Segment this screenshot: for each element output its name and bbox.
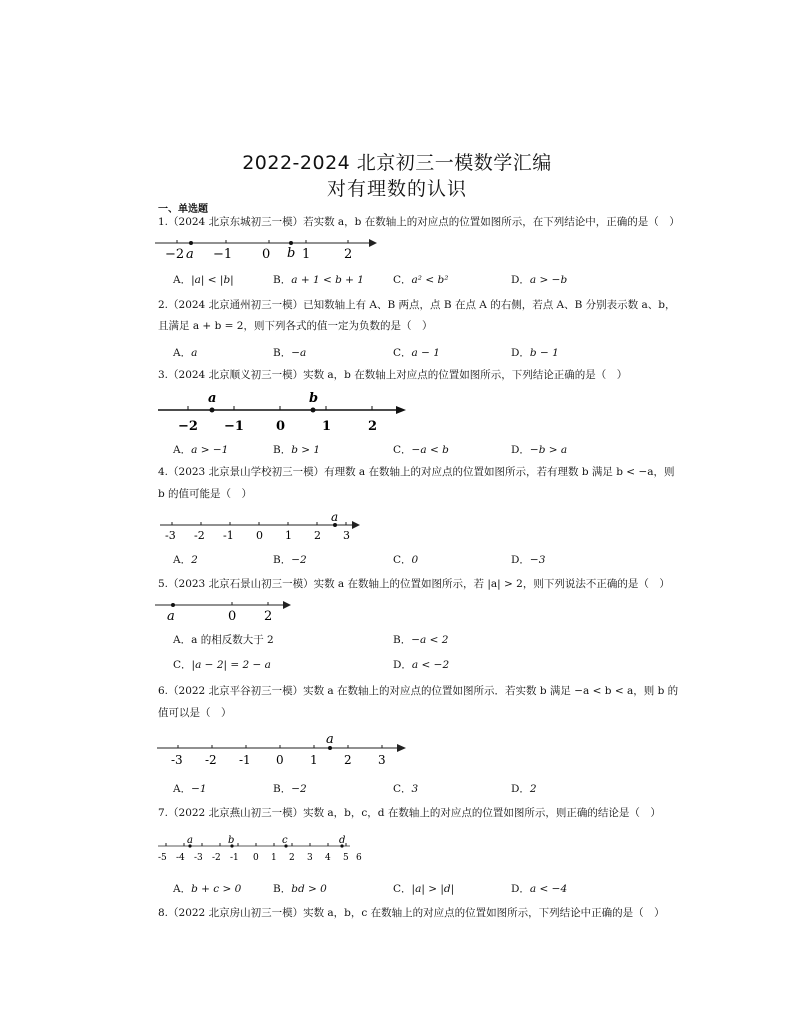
- tick-label: −2: [178, 419, 198, 434]
- point-label-a: a: [326, 732, 334, 747]
- tick-label: -3: [171, 753, 183, 767]
- q3-option-d: D．−b > a: [511, 444, 568, 456]
- tick-label: 2: [344, 247, 353, 262]
- point-label-c: c: [282, 835, 288, 846]
- tick-label: -4: [176, 853, 185, 863]
- tick-label: 0: [228, 609, 237, 624]
- section-heading: 一、单选题: [158, 204, 208, 215]
- tick-label: 1: [285, 529, 292, 542]
- tick-label: -2: [212, 853, 221, 863]
- question-8-stem: 8.（2022 北京房山初三一模）实数 a，b，c 在数轴上的对应点的位置如图所示，下列结论中正确的是（ ）: [158, 907, 665, 919]
- q2-option-d: D．b − 1: [511, 347, 559, 359]
- q3-option-b: B．b > 1: [273, 444, 321, 456]
- tick-label: 3: [378, 753, 386, 767]
- tick-label: -2: [205, 753, 217, 767]
- q1-option-c: C．a² < b²: [393, 274, 449, 286]
- tick-label: 2: [368, 419, 378, 434]
- point-label-d: d: [339, 835, 346, 846]
- question-6-stem-line2: 值可以是（ ）: [158, 707, 232, 719]
- tick-label: 5: [343, 853, 349, 863]
- tick-label: 3: [307, 853, 313, 863]
- question-6-number-line: [157, 732, 417, 768]
- q1-option-a: A．|a| < |b|: [173, 274, 234, 286]
- q2-option-c: C．a − 1: [393, 347, 440, 359]
- tick-label: 4: [325, 853, 331, 863]
- tick-label: 2: [264, 609, 273, 624]
- tick-label: 2: [344, 753, 352, 767]
- tick-label: -1: [239, 753, 251, 767]
- tick-label: 0: [276, 753, 284, 767]
- question-7-number-line: [158, 834, 368, 864]
- point-label-b: b: [287, 246, 296, 261]
- tick-label: 1: [271, 853, 277, 863]
- q5-option-c: C．|a − 2| = 2 − a: [173, 659, 271, 671]
- question-6-stem-line1: 6.（2022 北京平谷初三一模）实数 a 在数轴上的对应点的位置如图所示．若实数 b 满足 −a < b < a，则 b 的: [158, 685, 679, 697]
- tick-label: 1: [310, 753, 318, 767]
- tick-label: 6: [356, 853, 362, 863]
- question-2-stem-line2: 且满足 a + b = 2，则下列各式的值一定为负数的是（ ）: [158, 320, 433, 332]
- question-4-stem-line2: b 的值可能是（ ）: [158, 488, 253, 500]
- tick-label: -1: [230, 853, 239, 863]
- question-5-number-line: [155, 598, 305, 624]
- point-label-b: b: [228, 835, 235, 846]
- point-label-a: a: [167, 609, 175, 624]
- question-1-number-line: [155, 236, 395, 262]
- q1-option-b: B．a + 1 < b + 1: [273, 274, 364, 286]
- tick-label: −2: [165, 247, 185, 262]
- tick-label: 3: [343, 529, 350, 542]
- tick-label: 0: [256, 529, 263, 542]
- question-3-stem: 3.（2024 北京顺义初三一模）实数 a，b 在数轴上对应点的位置如图所示，下列结论正确的是（ ）: [158, 369, 628, 381]
- tick-label: -3: [194, 853, 203, 863]
- q6-option-d: D．2: [511, 783, 537, 795]
- q5-option-d: D．a < −2: [393, 659, 450, 671]
- point-label-a: a: [331, 510, 339, 524]
- q3-option-c: C．−a < b: [393, 444, 449, 456]
- question-4-number-line: [160, 511, 370, 545]
- q7-option-a: A．b + c > 0: [173, 883, 242, 895]
- tick-label: 0: [276, 419, 286, 434]
- q7-option-b: B．bd > 0: [273, 883, 327, 895]
- tick-label: 1: [322, 419, 332, 434]
- tick-label: 2: [289, 853, 295, 863]
- tick-label: −1: [224, 419, 244, 434]
- tick-label: −1: [213, 247, 233, 262]
- question-5-stem: 5.（2023 北京石景山初三一模）实数 a 在数轴上的位置如图所示，若 |a| > 2，则下列说法不正确的是（ ）: [158, 578, 670, 590]
- tick-label: -2: [194, 529, 205, 542]
- question-1-stem: 1.（2024 北京东城初三一模）若实数 a，b 在数轴上的对应点的位置如图所示，在下列结论中，正确的是（ ）: [158, 216, 680, 228]
- q1-option-d: D．a > −b: [511, 274, 568, 286]
- q4-option-b: B．−2: [273, 554, 307, 566]
- q4-option-c: C．0: [393, 554, 419, 566]
- question-3-number-line: [158, 390, 418, 434]
- q2-option-a: A．a: [173, 347, 198, 359]
- document-title: 2022-2024 北京初三一模数学汇编: [242, 152, 552, 174]
- tick-label: -5: [158, 853, 167, 863]
- q7-option-c: C．|a| > |d|: [393, 883, 455, 895]
- point-label-a: a: [187, 835, 193, 846]
- tick-label: 1: [302, 247, 311, 262]
- q5-option-b: B．−a < 2: [393, 634, 449, 646]
- document-subtitle: 对有理数的认识: [326, 178, 467, 200]
- q3-option-a: A．a > −1: [173, 444, 229, 456]
- tick-label: -1: [223, 529, 234, 542]
- q6-option-a: A．−1: [173, 783, 207, 795]
- q4-option-d: D．−3: [511, 554, 546, 566]
- question-2-stem-line1: 2.（2024 北京通州初三一模）已知数轴上有 A、B 两点，点 B 在点 A 的右侧，若点 A、B 分别表示数 a、b，: [158, 299, 676, 311]
- q5-option-a: A．a 的相反数大于 2: [173, 634, 274, 646]
- point-label-a: a: [186, 247, 194, 262]
- point-label-a: a: [208, 391, 217, 406]
- q4-option-a: A．2: [173, 554, 198, 566]
- question-7-stem: 7.（2022 北京燕山初三一模）实数 a，b，c，d 在数轴上的对应点的位置如图所示，则正确的结论是（ ）: [158, 807, 661, 819]
- tick-label: 0: [253, 853, 259, 863]
- q6-option-b: B．−2: [273, 783, 307, 795]
- tick-label: -3: [165, 529, 176, 542]
- tick-label: 2: [314, 529, 321, 542]
- point-label-b: b: [309, 391, 319, 406]
- q6-option-c: C．3: [393, 783, 419, 795]
- q7-option-d: D．a < −4: [511, 883, 568, 895]
- q2-option-b: B．−a: [273, 347, 307, 359]
- question-4-stem-line1: 4.（2023 北京景山学校初三一模）有理数 a 在数轴上的对应点的位置如图所示，若有理数 b 满足 b < −a，则: [158, 466, 675, 478]
- tick-label: 0: [262, 247, 271, 262]
